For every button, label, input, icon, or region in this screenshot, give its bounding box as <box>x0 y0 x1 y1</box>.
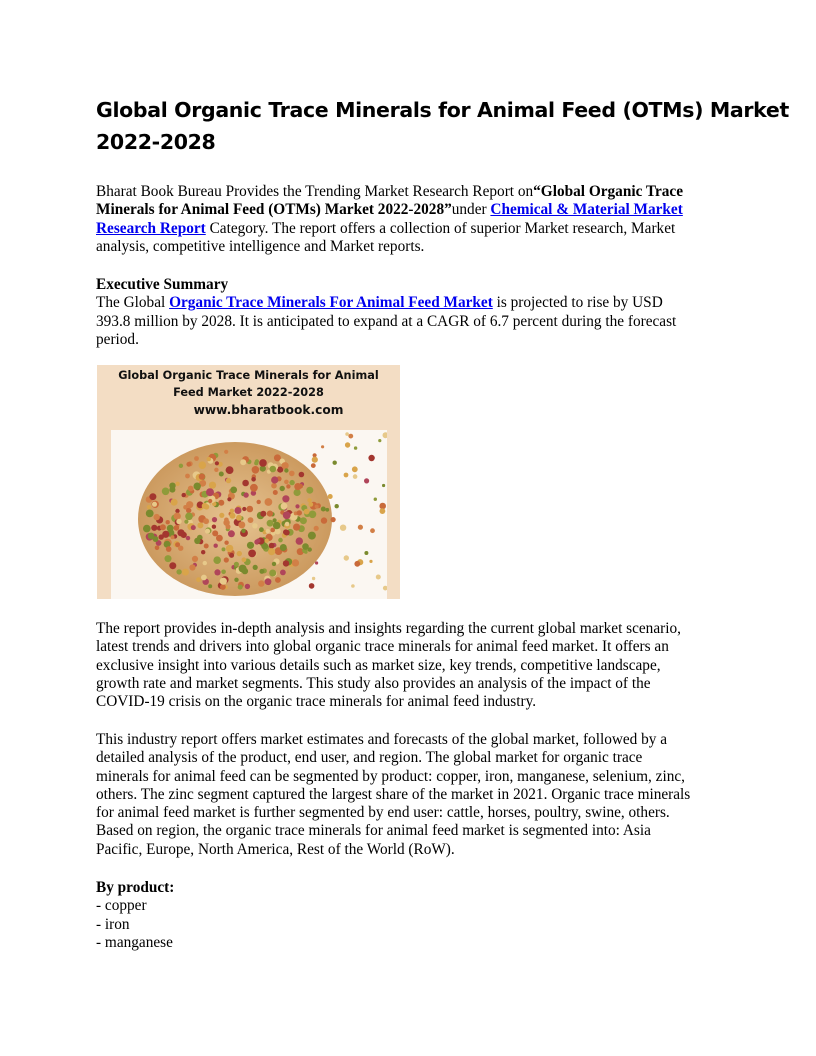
pellet <box>152 502 157 507</box>
market-link[interactable]: Organic Trace Minerals For Animal Feed Market <box>169 294 493 312</box>
pellet <box>283 511 291 519</box>
pellet <box>265 578 272 585</box>
analysis-line: latest trends and drivers into global organic trace minerals for animal feed market. It offers an <box>96 638 669 656</box>
title-line-2: 2022-2028 <box>96 130 216 154</box>
pellet <box>186 536 190 540</box>
pellet <box>273 522 281 530</box>
pellet <box>229 553 234 558</box>
pellet <box>166 546 172 552</box>
report-banner-image <box>97 365 400 599</box>
pellet <box>219 472 224 477</box>
pellet <box>242 480 249 487</box>
pellet <box>185 513 193 521</box>
title-line-1: Global Organic Trace Minerals for Animal Feed (OTMs) Market <box>96 98 789 122</box>
product-list-item: - copper <box>96 897 147 915</box>
pellet <box>171 535 175 539</box>
pellet <box>186 462 191 467</box>
scattered-pellet <box>380 508 386 514</box>
pellet <box>175 509 179 513</box>
scattered-pellet <box>315 561 318 564</box>
by-product-heading: By product: <box>96 879 175 896</box>
pellet <box>259 459 267 467</box>
pellet <box>259 527 264 532</box>
pellet <box>209 482 216 489</box>
pellet <box>267 520 274 527</box>
executive-lead: The Global <box>96 294 170 312</box>
pellet <box>270 466 277 473</box>
scattered-pellet <box>358 525 363 530</box>
pellet <box>212 517 217 522</box>
pellet <box>258 580 264 586</box>
scattered-pellet <box>344 473 349 478</box>
pellet <box>204 544 209 549</box>
scattered-pellet <box>376 575 381 580</box>
industry-line: detailed analysis of the product, end user, and region. The global market for organic trace <box>96 749 643 767</box>
pellet <box>228 530 235 537</box>
pellet <box>234 578 238 582</box>
pellet <box>292 559 299 566</box>
pellet <box>148 533 155 540</box>
scattered-pellet <box>352 466 358 472</box>
pellet <box>189 564 195 570</box>
scattered-pellet <box>345 442 350 447</box>
pellet <box>307 498 311 502</box>
pellet <box>182 569 189 576</box>
pellet <box>214 569 220 575</box>
pellet <box>197 522 203 528</box>
pellet <box>224 450 228 454</box>
pellet <box>297 510 302 515</box>
pellet <box>203 518 209 524</box>
pellet <box>167 525 174 532</box>
pellet <box>143 525 151 533</box>
pellet <box>218 500 224 506</box>
pellet <box>196 577 201 582</box>
pellet <box>285 522 290 527</box>
pellet <box>282 495 289 502</box>
pellet <box>252 523 257 528</box>
industry-paragraph <box>96 731 726 859</box>
pellet <box>275 528 281 534</box>
pellet <box>247 506 254 513</box>
scattered-pellet <box>364 478 369 483</box>
pellet <box>154 514 160 520</box>
pellet <box>191 525 196 530</box>
category-link-line2[interactable]: Research Report <box>96 219 206 237</box>
pellet <box>226 545 233 552</box>
pellet <box>147 505 151 509</box>
pellet <box>230 509 235 514</box>
pellet <box>289 471 295 477</box>
pellet <box>259 569 264 574</box>
analysis-line: growth rate and market segments. This study also provides an analysis of the impact of the <box>96 674 651 692</box>
industry-line: This industry report offers market estimates and forecasts of the global market, followed by a <box>96 731 668 748</box>
report-name-part1: “Global Organic Trace <box>533 183 683 200</box>
pellet <box>208 499 212 503</box>
pellet <box>284 468 288 472</box>
pellet <box>186 508 191 513</box>
pellet <box>214 544 218 548</box>
analysis-line: The report provides in-depth analysis and insights regarding the current global market scenario, <box>96 620 681 637</box>
pellet <box>182 493 186 497</box>
product-list-item: - iron <box>96 915 130 933</box>
pellet <box>260 511 266 517</box>
pellet <box>222 547 226 551</box>
pellet <box>194 456 199 461</box>
pellet <box>315 505 319 509</box>
pellet <box>212 525 216 529</box>
scattered-pellet <box>354 446 357 449</box>
pellet <box>280 486 285 491</box>
pellet <box>321 507 326 512</box>
pellet <box>162 531 169 538</box>
pellet <box>252 466 260 474</box>
industry-line: for animal feed market is further segmented by end user: cattle, horses, poultry, swine, others. <box>96 804 670 822</box>
pellet <box>304 509 310 515</box>
intro-tail1: Category. The report offers a collection of superior Market research, Market <box>205 219 676 237</box>
scattered-pellet <box>309 583 315 589</box>
pellet <box>208 584 212 588</box>
pellet <box>204 504 210 510</box>
scattered-pellet <box>369 560 372 563</box>
pellet <box>186 501 193 508</box>
pellet <box>176 519 181 524</box>
pellet <box>162 488 170 496</box>
scattered-pellet <box>370 528 375 533</box>
pellet <box>299 472 305 478</box>
pellet <box>199 473 205 479</box>
scattered-pellet <box>312 457 318 463</box>
product-list-item: - manganese <box>96 933 173 951</box>
pellet <box>184 520 188 524</box>
pellet <box>314 526 319 531</box>
pellet <box>169 483 175 489</box>
pellet <box>282 462 289 469</box>
pellet <box>280 544 287 551</box>
pellet <box>241 529 245 533</box>
pellet <box>235 507 242 514</box>
pellet <box>308 532 316 540</box>
pellet <box>289 480 294 485</box>
pellet <box>216 535 223 542</box>
pellet <box>243 492 248 497</box>
pellet <box>215 461 219 465</box>
pellet <box>240 459 246 465</box>
executive-heading: Executive Summary <box>96 276 229 293</box>
pellet <box>151 525 157 531</box>
pellet <box>253 565 258 570</box>
scattered-pellet <box>312 577 315 580</box>
pellet <box>273 490 278 495</box>
pellet <box>219 513 224 518</box>
pellet <box>265 498 273 506</box>
pellet <box>205 529 210 534</box>
pellet <box>242 557 247 562</box>
pellet <box>171 499 178 506</box>
pellet <box>271 476 278 483</box>
banner-url: www.bharatbook.com <box>193 403 344 417</box>
pellet <box>237 551 242 556</box>
category-link-line1[interactable]: Chemical & Material Market <box>490 201 683 219</box>
pellet <box>224 541 228 545</box>
intro-paragraph <box>96 183 722 256</box>
pellet <box>283 560 289 566</box>
pellet <box>257 500 261 504</box>
intro-lead: Bharat Book Bureau Provides the Trending Market Research Report on <box>96 183 534 200</box>
pellet <box>269 570 276 577</box>
scattered-pellet <box>308 502 313 507</box>
industry-line: Based on region, the organic trace minerals for animal feed market is segmented into: Asia <box>96 822 651 840</box>
scattered-pellet <box>378 439 381 442</box>
pellet <box>248 550 256 558</box>
pellet <box>265 539 269 543</box>
scattered-pellet <box>351 584 355 588</box>
pellet <box>174 513 181 520</box>
pellet <box>280 570 286 576</box>
scattered-pellet <box>321 445 324 448</box>
pellet <box>175 482 179 486</box>
analysis-line: COVID-19 crisis on the organic trace minerals for animal feed industry. <box>96 693 537 711</box>
pellet <box>227 497 231 501</box>
pellet <box>242 507 246 511</box>
pellet <box>266 529 270 533</box>
by-product-section <box>96 879 722 952</box>
pellet <box>166 520 170 524</box>
pellet <box>199 461 207 469</box>
pellet <box>169 562 176 569</box>
banner-title-line2: Feed Market 2022-2028 <box>173 386 324 399</box>
pellet <box>293 524 300 531</box>
pellet <box>267 511 273 517</box>
intro-tail2: analysis, competitive intelligence and Market reports. <box>96 237 425 255</box>
pellet <box>214 468 218 472</box>
scattered-pellet <box>331 517 336 522</box>
pellet <box>248 517 254 523</box>
pellet <box>178 546 183 551</box>
scattered-pellet <box>348 434 353 439</box>
scattered-pellet <box>333 461 337 465</box>
pellet <box>255 459 259 463</box>
pellet <box>239 565 247 573</box>
scattered-pellet <box>345 432 349 436</box>
pellet <box>220 584 226 590</box>
scattered-pellet <box>374 498 377 501</box>
pellet <box>302 543 309 550</box>
scattered-pellet <box>382 484 385 487</box>
pellet <box>250 484 258 492</box>
pellet <box>206 488 214 496</box>
pellet <box>192 556 198 562</box>
scattered-pellet <box>304 550 307 553</box>
scattered-pellet <box>353 474 358 479</box>
scattered-pellet <box>328 494 333 499</box>
scattered-pellet <box>368 455 374 461</box>
pellet <box>224 557 229 562</box>
pellet <box>236 515 242 521</box>
pellet <box>203 561 207 565</box>
scattered-pellet <box>335 504 339 508</box>
pellet <box>201 575 207 581</box>
scattered-pellet <box>340 525 346 531</box>
executive-line2: 393.8 million by 2028. It is anticipated to expand at a CAGR of 6.7 percent during the forecast <box>96 312 677 330</box>
pellet <box>321 517 327 523</box>
banner-title-line1: Global Organic Trace Minerals for Animal <box>118 369 379 382</box>
pellet <box>220 578 227 585</box>
pellet <box>296 537 303 544</box>
pellet <box>149 493 156 500</box>
pellet <box>286 484 290 488</box>
scattered-pellet <box>311 463 316 468</box>
pellet <box>174 525 180 531</box>
industry-line: minerals for animal feed can be segmented by product: copper, iron, manganese, selenium, zinc, <box>96 767 685 785</box>
pellet <box>284 480 289 485</box>
pellet <box>269 543 275 549</box>
page-title <box>96 94 789 158</box>
pellet <box>155 546 160 551</box>
executive-tail1: is projected to rise by USD <box>492 294 663 312</box>
executive-summary <box>96 276 722 349</box>
pellet <box>272 562 276 566</box>
pellet <box>278 538 283 543</box>
scattered-pellet <box>325 508 329 512</box>
pellet <box>306 487 313 494</box>
scattered-pellet <box>364 551 368 555</box>
pellet <box>271 483 277 489</box>
pellet <box>256 539 260 543</box>
pellet <box>146 510 154 518</box>
pellet <box>295 504 299 508</box>
pellet <box>160 524 166 530</box>
pellet <box>226 478 231 483</box>
pellet <box>251 477 256 482</box>
pellet <box>275 577 281 583</box>
pellet <box>300 517 307 524</box>
pellet <box>213 556 221 564</box>
pellet <box>234 562 239 567</box>
banner-title <box>97 367 400 401</box>
pellet <box>176 569 181 574</box>
pellet <box>194 483 201 490</box>
scattered-pellet <box>344 555 349 560</box>
pellet <box>230 513 236 519</box>
intro-under: under <box>451 201 491 219</box>
pellet <box>238 585 243 590</box>
pellet <box>179 464 183 468</box>
industry-line: others. The zinc segment captured the largest share of the market in 2021. Organic trace minerals <box>96 785 691 803</box>
pellet <box>185 474 190 479</box>
pellet <box>226 466 234 474</box>
pellet <box>283 529 288 534</box>
pellet <box>221 570 226 575</box>
pellet <box>268 548 275 555</box>
pellet <box>247 542 254 549</box>
feed-pellets-photo <box>111 430 387 599</box>
pellet <box>177 529 184 536</box>
pellet <box>281 503 288 510</box>
industry-line: Pacific, Europe, North America, Rest of the World (RoW). <box>96 840 455 858</box>
pellet <box>201 550 205 554</box>
pellet <box>207 457 211 461</box>
pellet <box>165 555 172 562</box>
analysis-line: exclusive insight into various details such as market size, key trends, competitive landscape, <box>96 656 661 674</box>
report-name-part2: Minerals for Animal Feed (OTMs) Market 2022-2028” <box>96 201 452 219</box>
analysis-paragraph <box>96 620 722 711</box>
pellet <box>224 518 229 523</box>
pellet <box>188 486 194 492</box>
pellet <box>309 511 317 519</box>
pellet <box>294 483 301 490</box>
pellet <box>230 487 237 494</box>
pellet <box>238 521 245 528</box>
pellet <box>245 584 250 589</box>
executive-line3: period. <box>96 330 139 348</box>
pellet <box>194 538 200 544</box>
scattered-pellet <box>354 561 360 567</box>
